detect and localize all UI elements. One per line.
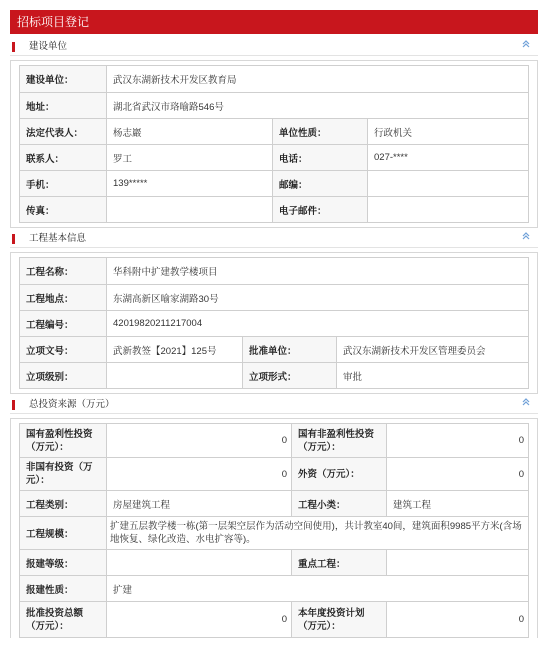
- post-label: 邮编：: [273, 171, 368, 197]
- table-row: [20, 424, 529, 458]
- investment-panel: [10, 418, 538, 638]
- state-nonprofit-value: 0: [387, 424, 529, 458]
- key-label: 重点工程：: [292, 550, 387, 576]
- section-header-unit: [10, 38, 538, 56]
- section-title: 建设单位: [29, 41, 68, 52]
- category-label: 工程类别：: [20, 491, 107, 517]
- state-profit-label: 国有盈利性投资（万元）：: [20, 424, 107, 458]
- phone-label: 电话：: [273, 145, 368, 171]
- table-row: [20, 337, 529, 363]
- section-header-investment: [10, 396, 538, 414]
- section-header-project: [10, 230, 538, 248]
- scale-label: 工程规模：: [20, 517, 107, 550]
- approval-doc-label: 立项文号：: [20, 337, 107, 363]
- address-label: 地址：: [20, 93, 107, 119]
- table-row: [20, 285, 529, 311]
- project-panel: [10, 252, 538, 394]
- table-row: [20, 458, 529, 491]
- grade-value: [107, 550, 292, 576]
- form-label: 立项形式：: [243, 363, 337, 389]
- unit-name: 武汉东湖新技术开发区教育局: [107, 66, 529, 93]
- subcategory-label: 工程小类：: [292, 491, 387, 517]
- foreign-value: 0: [387, 458, 529, 491]
- scale-value: 扩建五层教学楼一栋(第一层架空层作为活动空间使用)，共计教室40间，建筑面积9985平方米(含场地恢复、绿化改造、水电扩容等)。: [107, 517, 529, 550]
- approver-label: 批准单位：: [243, 337, 337, 363]
- table-row: [20, 171, 529, 197]
- annual-label: 本年度投资计划（万元）：: [292, 602, 387, 638]
- investment-table: [19, 423, 529, 638]
- rep-value: 杨志巖: [107, 119, 273, 145]
- total-value: 0: [107, 602, 292, 638]
- code-value: 42019820211217004: [107, 311, 529, 337]
- email-value: [368, 197, 529, 223]
- grade-label: 报建等级：: [20, 550, 107, 576]
- total-label: 批准投资总额（万元）：: [20, 602, 107, 638]
- mobile-label: 手机：: [20, 171, 107, 197]
- subcategory-value: 建筑工程: [387, 491, 529, 517]
- fax-value: [107, 197, 273, 223]
- annual-value: 0: [387, 602, 529, 638]
- code-label: 工程编号：: [20, 311, 107, 337]
- table-row: [20, 145, 529, 171]
- table-row: [20, 311, 529, 337]
- level-label: 立项级别：: [20, 363, 107, 389]
- contact-label: 联系人：: [20, 145, 107, 171]
- table-row: [20, 66, 529, 93]
- mobile-value: 139*****: [107, 171, 273, 197]
- collapse-icon[interactable]: [522, 398, 530, 406]
- table-row: [20, 576, 529, 602]
- project-table: [19, 257, 529, 389]
- build-nature-value: 扩建: [107, 576, 529, 602]
- section-marker: [12, 42, 15, 52]
- rep-label: 法定代表人：: [20, 119, 107, 145]
- contact-value: 罗工: [107, 145, 273, 171]
- section-marker: [12, 234, 15, 244]
- collapse-icon[interactable]: [522, 40, 530, 48]
- state-nonprofit-label: 国有非盈利性投资（万元）：: [292, 424, 387, 458]
- fax-label: 传真：: [20, 197, 107, 223]
- build-nature-label: 报建性质：: [20, 576, 107, 602]
- table-row: [20, 258, 529, 285]
- table-row: [20, 550, 529, 576]
- state-profit-value: 0: [107, 424, 292, 458]
- nature-label: 单位性质：: [273, 119, 368, 145]
- table-row: [20, 363, 529, 389]
- table-row: [20, 517, 529, 550]
- project-name: 华科附中扩建教学楼项目: [107, 258, 529, 285]
- unit-table: [19, 65, 529, 223]
- level-value: [107, 363, 243, 389]
- section-title: 总投资来源（万元）: [29, 399, 115, 410]
- collapse-icon[interactable]: [522, 232, 530, 240]
- form-value: 审批: [337, 363, 529, 389]
- table-row: [20, 119, 529, 145]
- section-title: 工程基本信息: [29, 233, 87, 244]
- nonstate-label: 非国有投资（万元）：: [20, 458, 107, 491]
- unit-panel: [10, 60, 538, 228]
- category-value: 房屋建筑工程: [107, 491, 292, 517]
- page-title: 招标项目登记: [10, 10, 538, 34]
- project-name-label: 工程名称：: [20, 258, 107, 285]
- nonstate-value: 0: [107, 458, 292, 491]
- unit-name-label: 建设单位：: [20, 66, 107, 93]
- email-label: 电子邮件：: [273, 197, 368, 223]
- approval-doc-value: 武新教签【2021】125号: [107, 337, 243, 363]
- location-label: 工程地点：: [20, 285, 107, 311]
- key-value: [387, 550, 529, 576]
- phone-value: 027-****: [368, 145, 529, 171]
- table-row: [20, 197, 529, 223]
- section-marker: [12, 400, 15, 410]
- foreign-label: 外资（万元）：: [292, 458, 387, 491]
- table-row: [20, 491, 529, 517]
- table-row: [20, 602, 529, 638]
- address-value: 湖北省武汉市珞喻路546号: [107, 93, 529, 119]
- table-row: [20, 93, 529, 119]
- location-value: 东湖高新区喻家湖路30号: [107, 285, 529, 311]
- nature-value: 行政机关: [368, 119, 529, 145]
- post-value: [368, 171, 529, 197]
- approver-value: 武汉东湖新技术开发区管理委员会: [337, 337, 529, 363]
